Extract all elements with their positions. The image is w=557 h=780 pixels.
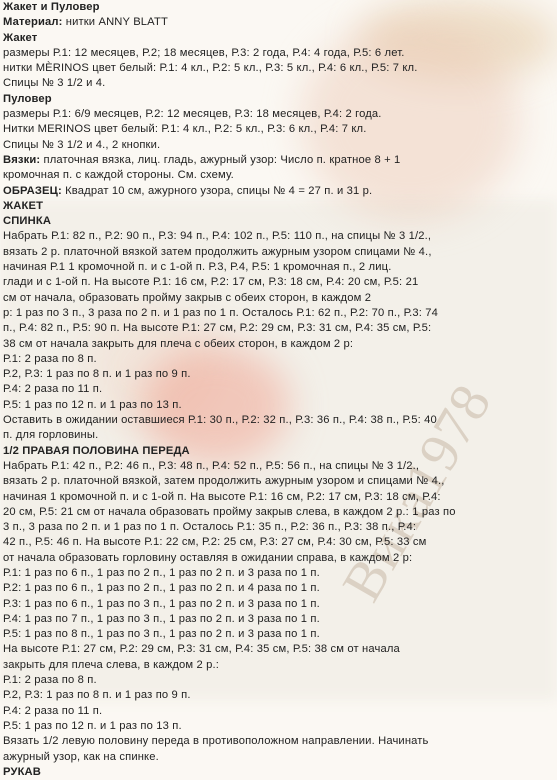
bold-label: 1/2 ПРАВАЯ ПОЛОВИНА ПЕРЕДА	[3, 444, 190, 457]
bold-label: ОБРАЗЕЦ:	[3, 184, 62, 197]
text-line	[3, 92, 555, 107]
line-text: Р.1: 2 раза по 8 п.	[3, 674, 97, 687]
line-text: закрыть для плеча слева, в каждом 2 р.:	[3, 658, 220, 671]
text-line	[3, 214, 555, 229]
line-text: Р.2, Р.3: 1 раз по 8 п. и 1 раз по 9 п.	[3, 368, 191, 381]
text-line	[3, 76, 555, 91]
text-line	[3, 352, 555, 367]
watermark: Вика1978	[330, 373, 504, 612]
line-text: размеры Р.1: 6/9 месяцев, Р.2: 12 месяцев, Р.3: 18 месяцев, Р.4: 2 года.	[3, 108, 382, 121]
text-line	[3, 581, 555, 596]
text-line	[3, 459, 555, 474]
line-text: Р.3: 1 раз по 6 п., 1 раз по 3 п., 1 раз по 2 п. и 3 раза по 1 п.	[3, 597, 320, 610]
bold-label: Материал:	[3, 16, 63, 29]
text-line	[3, 750, 555, 765]
line-text: Квадрат 10 см, ажурного узора, спицы № 4 = 27 п. и 31 р.	[61, 184, 373, 197]
text-line	[3, 229, 555, 244]
line-text: Р.1: 2 раза по 8 п.	[3, 352, 97, 365]
line-text: Р.5: 1 раз по 12 п. и 1 раз по 13 п.	[3, 719, 182, 732]
text-line	[3, 0, 555, 15]
text-line	[3, 535, 555, 550]
line-text: ажурный узор, как на спинке.	[3, 750, 159, 763]
text-line	[3, 688, 555, 703]
text-line	[3, 122, 555, 137]
bold-label: СПИНКА	[3, 215, 52, 228]
text-line	[3, 306, 555, 321]
line-text: Р.2, Р.3: 1 раз по 8 п. и 1 раз по 9 п.	[3, 689, 191, 702]
pattern-document	[3, 0, 555, 780]
bold-label: Вязки:	[3, 153, 41, 166]
text-line	[3, 627, 555, 642]
text-line	[3, 566, 555, 581]
text-line	[3, 444, 555, 459]
line-text: 20 см, Р.5: 21 см от начала образовать пройму закрыв слева, в каждом 2 р.: 1 раз по	[3, 505, 456, 518]
line-text: Р.2: 1 раз по 6 п., 1 раз по 2 п., 1 раз по 2 п. и 4 раза по 1 п.	[3, 582, 320, 595]
line-text: 38 см от начала закрыть для плеча с обеих сторон, в каждом 2 р:	[3, 337, 354, 350]
text-line	[3, 337, 555, 352]
bold-label: Пуловер	[3, 92, 52, 105]
text-line	[3, 168, 555, 183]
text-line	[3, 597, 555, 612]
line-text: нитки MÈRINOS цвет белый: Р.1: 4 кл., Р.2: 5 кл., Р.3: 5 кл., Р.4: 6 кл., Р.5: 7 кл.	[3, 62, 418, 75]
line-text: размеры Р.1: 12 месяцев, Р.2; 18 месяцев, Р.3: 2 года, Р.4: 4 года, Р.5: 6 лет.	[3, 46, 405, 59]
text-line	[3, 275, 555, 290]
line-text: начиная 1 кромочной п. и с 1-ой п. На высоте Р.1: 16 см, Р.2: 17 см, Р.3: 18 см, Р.4:	[3, 490, 441, 503]
text-line	[3, 46, 555, 61]
line-text: 42 п., Р.5: 46 п. На высоте Р.1: 22 см, Р.2: 25 см, Р.3: 27 см, Р.4: 30 см, Р.5: 33 см	[3, 536, 427, 549]
text-line	[3, 413, 555, 428]
line-text: глади и с 1-ой п. На высоте Р.1: 16 см, Р.2: 17 см, Р.3: 18 см, Р.4: 20 см, Р.5: 21	[3, 276, 419, 289]
line-text: п. для горловины.	[3, 429, 99, 442]
text-line	[3, 520, 555, 535]
line-text: Набрать Р.1: 42 п., Р.2: 46 п., Р.3: 48 п., Р.4: 52 п., Р.5: 56 п., на спицы № 3 1/2.,	[3, 459, 420, 472]
text-line	[3, 321, 555, 336]
text-line	[3, 612, 555, 627]
text-line	[3, 490, 555, 505]
text-line	[3, 765, 555, 780]
text-line	[3, 704, 555, 719]
text-line	[3, 734, 555, 749]
text-line	[3, 551, 555, 566]
line-text: Р.4: 2 раза по 11 п.	[3, 704, 103, 717]
text-line	[3, 245, 555, 260]
line-text: Вязать 1/2 левую половину переда в противоположном направлении. Начинать	[3, 735, 429, 748]
line-text: п., Р.4: 82 п., Р.5: 90 п. На высоте Р.1: 27 см, Р.2: 29 см, Р.3: 31 см, Р.4: 35 см, Р.5:	[3, 322, 432, 335]
line-text: Р.5: 1 раз по 12 п. и 1 раз по 13 п.	[3, 398, 182, 411]
text-line	[3, 61, 555, 76]
text-line	[3, 153, 555, 168]
line-text: вязать 2 р. платочной вязкой затем продолжить ажурным узором спицами № 4.,	[3, 245, 432, 258]
line-text: Р.5: 1 раз по 8 п., 1 раз по 3 п., 1 раз по 2 п. и 3 раза по 1 п.	[3, 628, 320, 641]
text-line	[3, 291, 555, 306]
line-text: Оставить в ожидании оставшиеся Р.1: 30 п., Р.2: 32 п., Р.3: 36 п., Р.4: 38 п., Р.5: 40	[3, 414, 437, 427]
text-line	[3, 505, 555, 520]
text-line	[3, 260, 555, 275]
text-line	[3, 199, 555, 214]
text-line	[3, 428, 555, 443]
text-line	[3, 474, 555, 489]
line-text: Набрать Р.1: 82 п., Р.2: 90 п., Р.3: 94 п., Р.4: 102 п., Р.5: 110 п., на спицы № 3 1/2.,	[3, 230, 432, 243]
line-text: платочная вязка, лиц. гладь, ажурный узор: Число п. кратное 8 + 1	[40, 153, 401, 166]
line-text: Р.4: 2 раза по 11 п.	[3, 383, 103, 396]
text-line	[3, 367, 555, 382]
bold-label: Жакет	[3, 31, 38, 44]
line-text: Р.4: 1 раз по 7 п., 1 раз по 3 п., 1 раз по 2 п. и 3 раза по 1 п.	[3, 612, 320, 625]
line-text: На высоте Р.1: 27 см, Р.2: 29 см, Р.3: 31 см, Р.4: 35 см, Р.5: 38 см от начала	[3, 643, 400, 656]
text-line	[3, 107, 555, 122]
bold-label: ЖАКЕТ	[3, 199, 44, 212]
bold-label: РУКАВ	[3, 765, 42, 778]
bold-label: Жакет и Пуловер	[3, 1, 100, 13]
line-text: нитки ANNY BLATT	[62, 16, 168, 29]
line-text: кромочная п. с каждой стороны. См. схему.	[3, 169, 234, 182]
text-line	[3, 719, 555, 734]
text-line	[3, 642, 555, 657]
line-text: см от начала, образовать пройму закрыв с обеих сторон, в каждом 2	[3, 291, 372, 304]
text-line	[3, 382, 555, 397]
line-text: от начала образовать горловину оставляя в ожидании справа, в каждом 2 р:	[3, 551, 413, 564]
text-line	[3, 184, 555, 199]
line-text: Р.1: 1 раз по 6 п., 1 раз по 2 п., 1 раз по 2 п. и 3 раза по 1 п.	[3, 566, 320, 579]
line-text: Спицы № 3 1/2 и 4., 2 кнопки.	[3, 138, 161, 151]
text-line	[3, 15, 555, 30]
line-text: р: 1 раз по 3 п., 3 раза по 2 п. и 1 раз по 1 п. Осталось Р.1: 62 п., Р.2: 70 п., Р.3: 74	[3, 306, 439, 319]
line-text: 3 п., 3 раза по 2 п. и 1 раз по 1 п. Осталось Р.1: 35 п., Р.2: 36 п., Р.3: 38 п., Р.4:	[3, 521, 417, 534]
text-line	[3, 673, 555, 688]
line-text: Спицы № 3 1/2 и 4.	[3, 77, 106, 90]
line-text: вязать 2 р. платочной вязкой, затем продолжить ажурным узором и спицами № 4.,	[3, 475, 445, 488]
line-text: начиная Р.1 1 кромочной п. и с 1-ой п. Р.3, Р.4, Р.5: 1 кромочная п., 2 лиц.	[3, 261, 392, 274]
text-line	[3, 31, 555, 46]
text-line	[3, 138, 555, 153]
text-line	[3, 398, 555, 413]
line-text: Нитки MERINOS цвет белый: Р.1: 4 кл., Р.2: 5 кл., Р.3: 6 кл., Р.4: 7 кл.	[3, 123, 367, 136]
text-line	[3, 658, 555, 673]
